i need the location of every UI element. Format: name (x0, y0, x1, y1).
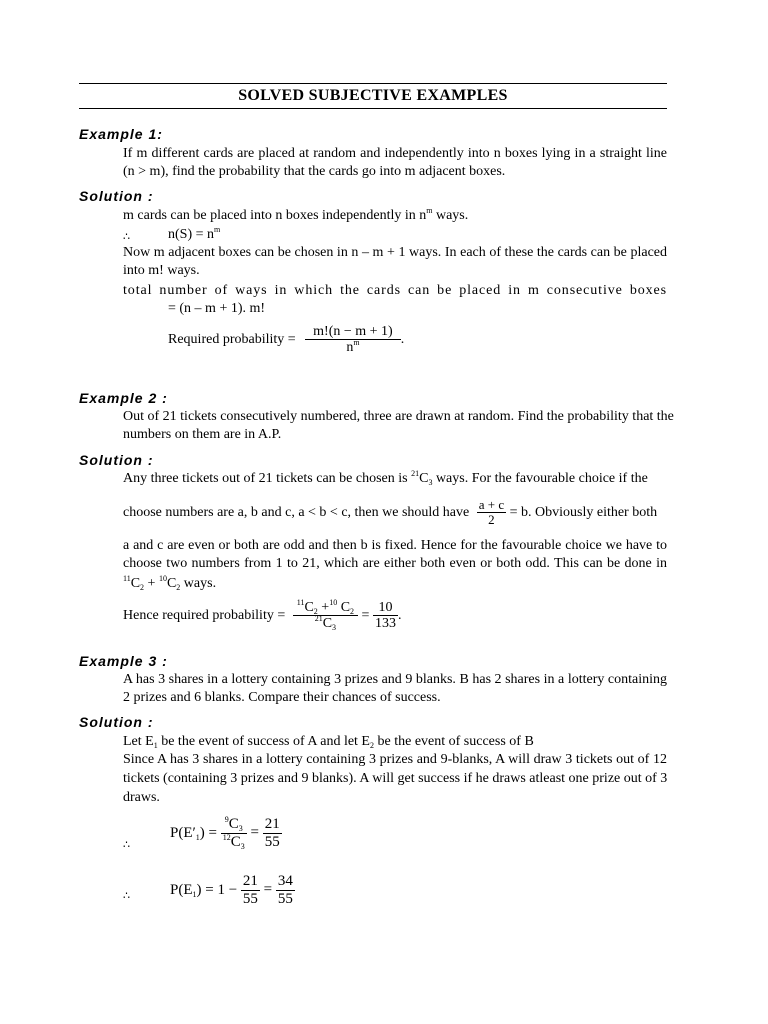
solution-1-ns: $n(S) = n^m$ (168, 225, 221, 242)
solution-2-heading: Solution : (79, 452, 154, 468)
page-title: SOLVED SUBJECTIVE EXAMPLES (238, 87, 508, 104)
example-1-question-line-1: If m different cards are placed at random and independently into n boxes lying in a straight line (123, 146, 667, 161)
example-3-question-line-1: A has 3 shares in a lottery containing 3 prizes and 9 blanks. B has 2 shares in a lottery containing (123, 672, 667, 687)
solution-3-line-4: draws. (123, 790, 160, 805)
solution-3-heading: Solution : (79, 714, 154, 730)
solution-1-line-4: into m! ways. (123, 263, 200, 278)
therefore-symbol-2: ∴ (123, 839, 130, 851)
probability-e1-complement: $P(E'_1)$ = $\frac{^9C_3}{^{12}C_3}$ = $\frac{21}{55}$ (170, 815, 280, 851)
solution-3-line-3: tickets (containing 3 prizes and 9 blanks). A will get success if he draws atleast one prize out of 3 (123, 771, 668, 786)
solution-3-line-2: Since A has 3 shares in a lottery containing 3 prizes and 9-blanks, A will draw 3 tickets out of 12 (123, 752, 667, 767)
solution-2-line-3: a and c are even or both are odd and then b is fixed. Hence for the favourable choice we have to (123, 538, 667, 553)
solution-2-line-1: Any three tickets out of 21 tickets can be chosen is $^{21}C_3$ ways. For the favourable choice if the (123, 469, 648, 487)
solution-1-line-1: m cards can be placed into n boxes independently in $n^m$ ways. (123, 206, 469, 223)
solution-1-line-6: = (n – m + 1). m! (168, 301, 266, 316)
example-2-question-line-1: Out of 21 tickets consecutively numbered, three are drawn at random. Find the probability that the (123, 409, 674, 424)
solution-2-line-2: choose numbers are a, b and c, a < b < c, then we should have $\frac{a + c}{2}$ = b. Obviously either both (123, 497, 658, 528)
top-rule (79, 83, 667, 84)
solution-2-required-probability: Hence required probability = $\frac{^{11}C_2 +^{10} C_2}{^{21}C_3}$ = $\frac{10}{133}$ . (123, 598, 402, 633)
solution-1-line-5: total number of ways in which the cards can be placed in m consecutive boxes (123, 283, 667, 298)
solution-1-line-3: Now m adjacent boxes can be chosen in n – m + 1 ways. In each of these the cards can be placed (123, 245, 667, 260)
example-3-question-line-2: 2 prizes and 6 blanks. Compare their chances of success. (123, 690, 441, 705)
title-underline (79, 108, 667, 109)
solution-2-line-5: $^{11}C_2 + ^{10}C_2$ ways. (123, 574, 217, 592)
therefore-symbol: ∴ (123, 231, 130, 243)
probability-e1: $P(E_1) = 1$ − $\frac{21}{55}$ = $\frac{34}{55}$ (170, 873, 293, 907)
example-3-heading: Example 3 : (79, 653, 168, 669)
therefore-symbol-3: ∴ (123, 890, 130, 902)
example-2-heading: Example 2 : (79, 390, 168, 406)
example-1-question-line-2: (n > m), find the probability that the cards go into m adjacent boxes. (123, 164, 506, 179)
example-1-heading: Example 1: (79, 126, 163, 142)
solution-2-line-4: choose two numbers from 1 to 21, which are either both even or both odd. This can be done in (123, 556, 667, 571)
solution-1-heading: Solution : (79, 188, 154, 204)
solution-3-line-1: Let $E_1$ be the event of success of A and let $E_2$ be the event of success of B (123, 734, 534, 750)
example-2-question-line-2: numbers on them are in A.P. (123, 427, 282, 442)
solution-1-required-probability: Required probability = $\frac{m!(n - m + 1)}{n^m}$ . (168, 324, 405, 356)
